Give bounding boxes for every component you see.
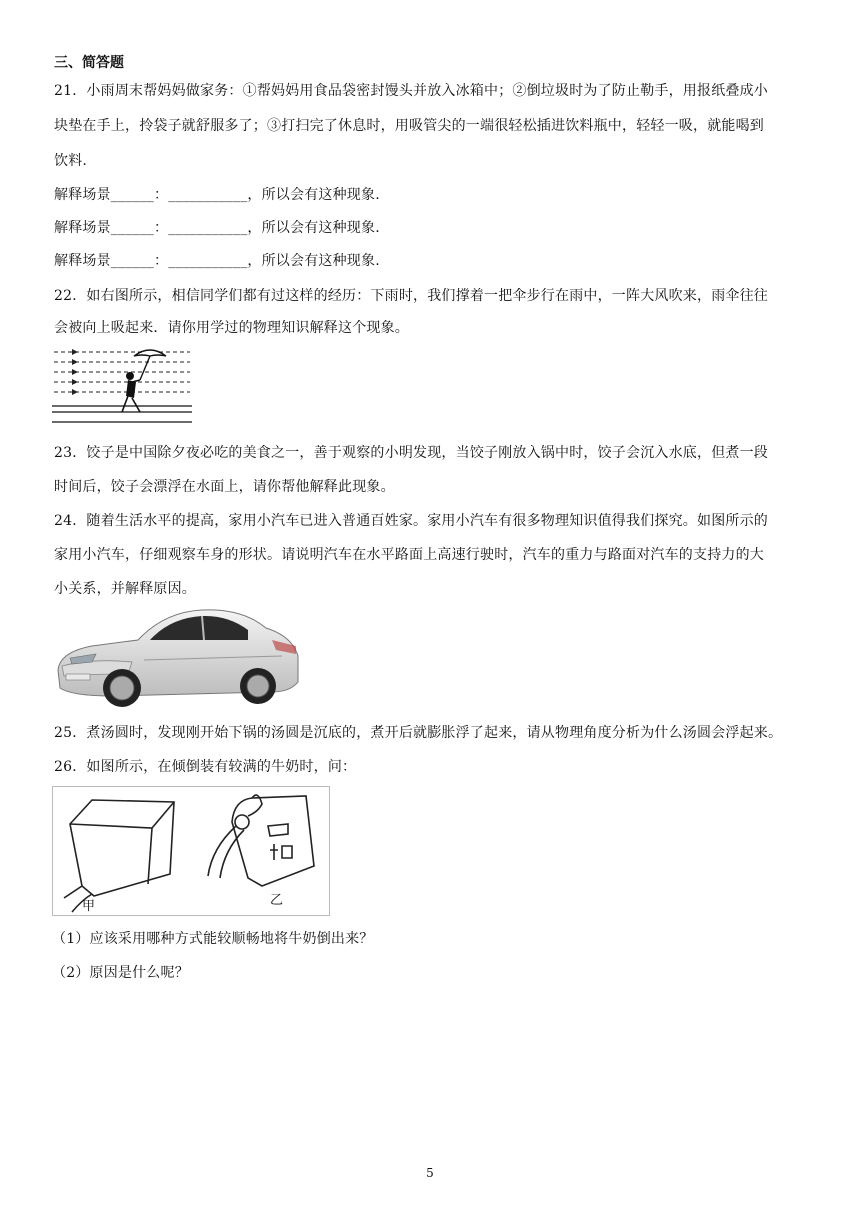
q24-text-line1: 24．随着生活水平的提高，家用小汽车已进入普通百姓家。家用小汽车有很多物理知识值得我们探究。如图所示的 (54, 513, 769, 529)
q21-text-line2: 块垫在手上，拎袋子就舒服多了；③打扫完了休息时，用吸管尖的一端很轻松插进饮料瓶中，轻轻一吸，就能喝到 (54, 118, 764, 134)
q24-text-line3: 小关系，并解释原因。 (54, 581, 196, 597)
car-photo (52, 600, 302, 712)
label-jia: 甲 (82, 899, 96, 914)
q21-text-line3: 饮料. (54, 153, 88, 169)
q21-answer-blank-2: 解释场景______：___________，所以会有这种现象. (54, 220, 380, 236)
q26-sub-question-1: （1）应该采用哪种方式能较顺畅地将牛奶倒出来？ (52, 931, 374, 947)
q22-text-line1: 22．如右图所示，相信同学们都有过这样的经历：下雨时，我们撑着一把伞步行在雨中，一阵大风吹来，雨伞往往 (54, 288, 769, 304)
q21-answer-blank-3: 解释场景______：___________，所以会有这种现象. (54, 253, 380, 269)
page-number: 5 (426, 1166, 434, 1180)
q26-sub-question-2: （2）原因是什么呢？ (52, 965, 189, 981)
label-yi: 乙 (270, 893, 284, 908)
q24-text-line2: 家用小汽车，仔细观察车身的形状。请说明汽车在水平路面上高速行驶时，汽车的重力与路面对汽车的支持力的大 (54, 547, 764, 563)
q22-text-line2: 会被向上吸起来．请你用学过的物理知识解释这个现象。 (54, 320, 409, 336)
umbrella-wind-figure (52, 346, 192, 430)
q26-text: 26．如图所示，在倾倒装有较满的牛奶时，问： (54, 759, 357, 775)
q23-text-line2: 时间后，饺子会漂浮在水面上，请你帮他解释此现象。 (54, 479, 395, 495)
q21-answer-blank-1: 解释场景______：___________，所以会有这种现象. (54, 187, 380, 203)
section-heading: 三、简答题 (54, 55, 124, 71)
q25-text: 25．煮汤圆时，发现刚开始下锅的汤圆是沉底的，煮开后就膨胀浮了起来，请从物理角度分析为什么汤圆会浮起来。 (54, 725, 783, 741)
q23-text-line1: 23．饺子是中国除夕夜必吃的美食之一，善于观察的小明发现，当饺子刚放入锅中时，饺子会沉入水底，但煮一段 (54, 445, 769, 461)
q21-text-line1: 21．小雨周末帮妈妈做家务：①帮妈妈用食品袋密封馒头并放入冰箱中；②倒垃圾时为了防止勒手，用报纸叠成小 (54, 83, 769, 99)
milk-pouring-figure (52, 786, 330, 916)
